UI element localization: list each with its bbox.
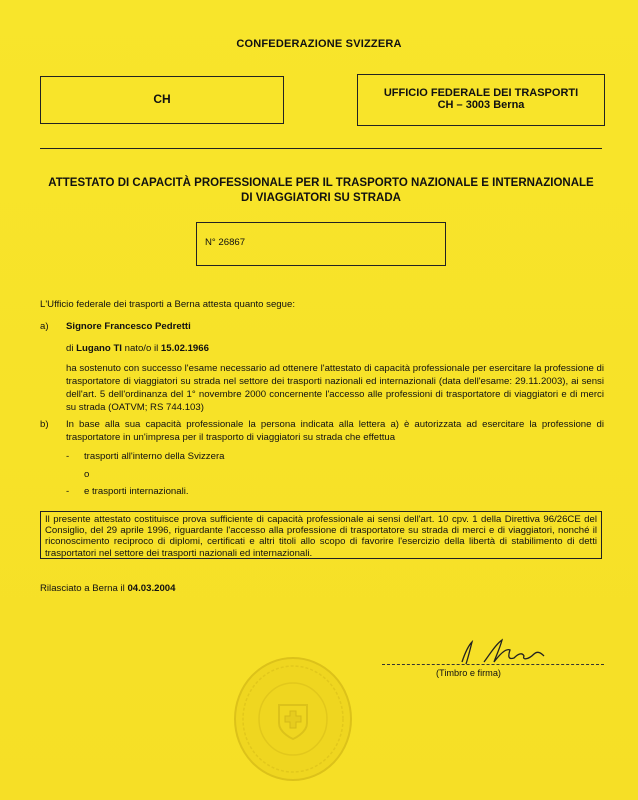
birth-prefix: di	[66, 343, 77, 354]
confederation-heading: CONFEDERAZIONE SVIZZERA	[236, 38, 402, 50]
list-item-domestic: trasporti all'interno della Svizzera	[84, 451, 225, 462]
section-b-label: b)	[40, 419, 49, 430]
section-a-label: a)	[40, 321, 49, 332]
embossed-seal	[232, 655, 354, 783]
legal-notice: Il presente attestato costituisce prova sufficiente di capacità professionale ai sensi dell'art. 10 cpv. 1 della Direttiva 96/26CE del Consiglio, del 29 aprile 1996, riguardante l'accesso alla professione di trasportatore su strada di merci e di viaggiatori, nonché il riconoscimento reciproco di diplomi, certificati e altri titoli allo scopo di favorire l'esercizio della libertà di stabilimento di detti trasportatori nel settore dei trasporti nazionali ed internazionali.	[45, 514, 597, 559]
country-code-box	[40, 76, 284, 124]
list-dash-2: -	[66, 486, 70, 497]
birth-mid: nato/o il	[121, 343, 161, 354]
intro-text: L'Ufficio federale dei trasporti a Berna attesta quanto segue:	[40, 299, 295, 310]
certificate-number: N° 26867	[205, 237, 246, 248]
holder-name: Signore Francesco Pedretti	[66, 321, 191, 332]
issue-prefix: Rilasciato a Berna il	[40, 583, 128, 594]
title-line-2: DI VIAGGIATORI SU STRADA	[241, 192, 401, 204]
title-line-1: ATTESTATO DI CAPACITÀ PROFESSIONALE PER IL TRASPORTO NAZIONALE E INTERNAZIONALE	[48, 177, 594, 189]
birth-info	[66, 342, 209, 355]
legal-notice-box	[40, 511, 602, 559]
signature-line	[382, 664, 604, 665]
list-or: o	[84, 469, 90, 480]
list-item-international: e trasporti internazionali.	[84, 486, 189, 497]
signature-label: (Timbro e firma)	[436, 668, 501, 678]
birth-date: 15.02.1966	[160, 343, 209, 354]
birth-place: Lugano TI	[76, 343, 122, 354]
issue-date: 04.03.2004	[127, 583, 176, 594]
office-address: CH – 3003 Berna	[437, 99, 525, 111]
issue-info	[40, 582, 175, 595]
country-code: CH	[153, 92, 171, 106]
section-b-text: In base alla sua capacità professionale la persona indicata alla lettera a) è autorizzata ad esercitare la professione di trasportatore in un'impresa per il trasporto di viaggiatori su strada che effettua	[66, 419, 604, 443]
office-name: UFFICIO FEDERALE DEI TRASPORTI	[383, 87, 579, 99]
list-dash-1: -	[66, 451, 70, 462]
certificate-number-box	[196, 222, 446, 266]
issuing-office-box	[357, 74, 605, 126]
certificate-title	[30, 176, 612, 206]
section-a-text: ha sostenuto con successo l'esame necessario ad ottenere l'attestato di capacità professionale per esercitare la professione di trasportatore di viaggiatori su strada nel settore dei trasporti nazionali ed internazionali (data dell'esame: 29.11.2003), ai sensi dell'art. 5 dell'ordinanza del 1° novembre 2000 concernente l'accesso alle professioni di trasportatore di viaggiatori e di merci su strada (OATVM; RS 744.103)	[66, 363, 604, 413]
header-divider	[40, 148, 602, 149]
